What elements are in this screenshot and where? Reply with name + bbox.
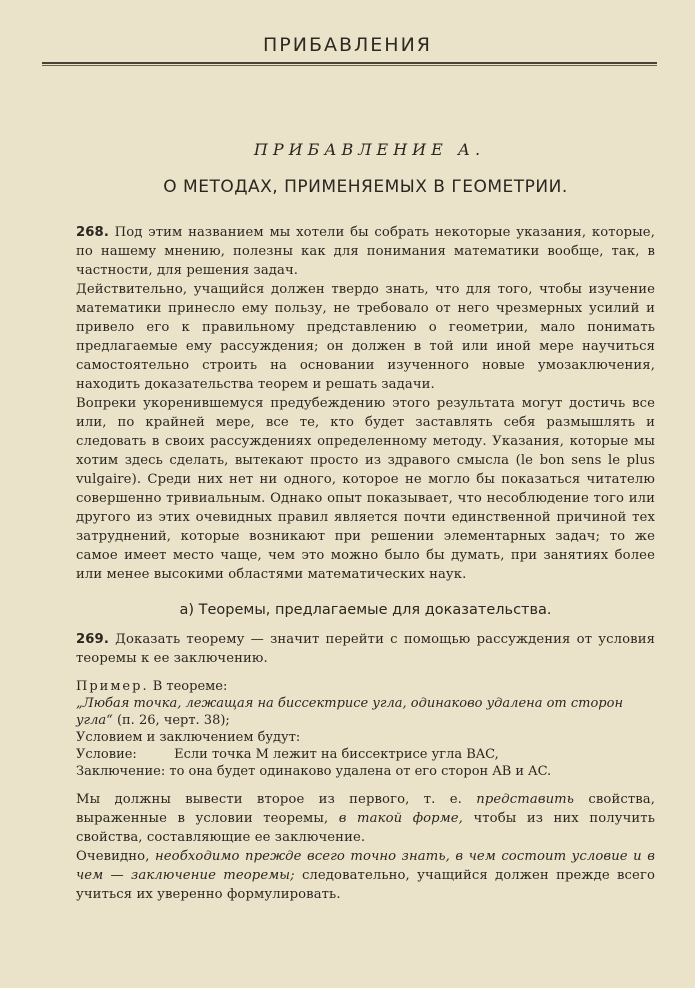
example-line2: Условием и заключением будут: — [76, 730, 301, 745]
paragraph-6 — [76, 847, 655, 904]
example-intro-line — [76, 678, 655, 695]
paragraph-268 — [76, 223, 655, 280]
example-block — [76, 678, 655, 780]
condition-text: Если точка M лежит на биссектрисе угла BAC, — [174, 747, 499, 762]
paragraph-5 — [76, 790, 655, 847]
running-head: ПРИБАВЛЕНИЯ — [262, 34, 433, 56]
text-run: Мы должны вывести второе из первого, т. е. — [76, 792, 462, 807]
italic-run: необходимо прежде всего точно знать, в чем состоит условие и в чем — заключение теоремы; — [76, 849, 655, 883]
italic-run: представить — [476, 792, 575, 807]
text-run: свойства, выраженные в условии теоремы, — [76, 792, 656, 826]
paragraph-3: Вопреки укоренившемуся предубеждению этого результата могут достичь все или, по крайней мере, все те, кто будет заставлять себя размышлять и следовать в своих рассуждениях определенному методу. Указания, которые мы хотим здесь сделать, вытекают просто из здравого смысла (le bon sens le plus vulgaire). Среди них нет ни одного, которое не могло бы показаться читателю совершенно тривиальным. Однако опыт показывает, что несоблюдение того или другого из этих очевидных правил является почти единственной причиной тех затруднений, которые возникают при решении элементарных задач; то же самое имеет место чаще, чем это можно было бы думать, при занятиях более или менее высокими областями математических наук. — [76, 396, 655, 582]
chapter-title: О МЕТОДАХ, ПРИМЕНЯЕМЫХ В ГЕОМЕТРИИ. — [163, 177, 568, 197]
example-label: Пример. — [76, 679, 149, 694]
example-quote-line — [76, 695, 655, 729]
paragraph-number: 269. — [76, 632, 109, 647]
conclusion-label: Заключение: — [76, 764, 166, 779]
header-rule — [42, 62, 657, 64]
italic-run: в такой форме, — [338, 811, 463, 826]
paragraph-text: Под этим названием мы хотели бы собрать некоторые указания, которые, по нашему мнению, полезны как для понимания математики вообще, так, в частности, для решения задач. — [76, 225, 656, 278]
conclusion-text: то она будет одинаково удалена от его сторон AB и AC. — [169, 764, 552, 779]
text-run: чтобы из них получить свойства, составляющие ее заключение. — [76, 811, 655, 845]
page-content — [76, 140, 655, 904]
paragraph-text: Доказать теорему — значит перейти с помощью рассуждения от условия теоремы к ее заключению. — [76, 632, 655, 666]
example-intro: В теореме: — [152, 679, 228, 694]
header-rule-thin — [42, 65, 657, 66]
paragraph-269 — [76, 630, 655, 668]
section-heading: а) Теоремы, предлагаемые для доказательства. — [179, 602, 552, 618]
paragraph-2: Действительно, учащийся должен твердо знать, что для того, чтобы изучение математики принесло ему пользу, не требовало от него чрезмерных усилий и привело его к правильному представлению о геометрии, мало понимать предлагаемые ему рассуждения; он должен в той или иной мере научиться самостоятельно строить на основании изученного новые умозаключения, находить доказательства теорем и решать задачи. — [76, 282, 655, 392]
appendix-label: ПРИБАВЛЕНИЕ А. — [253, 140, 486, 159]
example-quote: „Любая точка, лежащая на биссектрисе угла, одинаково удалена от сторон угла“ — [76, 696, 624, 728]
condition-line — [76, 746, 655, 763]
text-run: Очевидно, — [76, 849, 150, 864]
conclusion-line — [76, 763, 655, 780]
text-run: следовательно, учащийся должен прежде всего учиться их уверенно формулировать. — [76, 868, 655, 902]
condition-label: Условие: — [76, 747, 137, 762]
example-ref: (п. 26, черт. 38); — [116, 713, 230, 728]
paragraph-number: 268. — [76, 225, 109, 240]
